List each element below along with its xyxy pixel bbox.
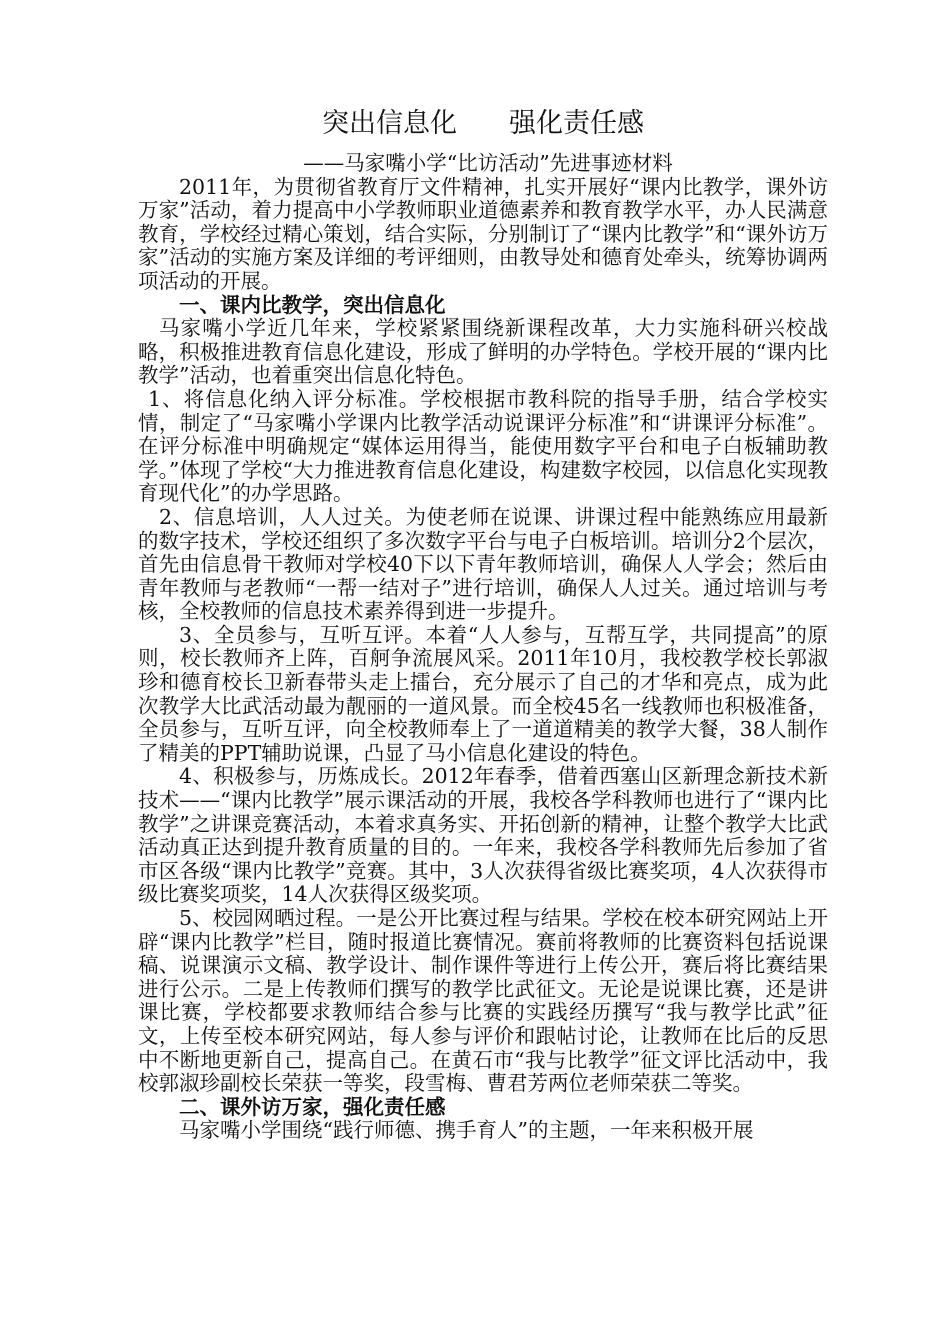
section-1-heading: 一、课内比教学，突出信息化: [179, 292, 446, 317]
item-1-paragraph: 1、将信息化纳入评分标准。学校根据市教科院的指导手册，结合学校实情，制定了“马家嘴小学课内比教学活动说课评分标准”和“讲课评分标准”。在评分标准中明确规定“媒体运用得当，能使用数字平台和电子白板辅助教学。”体现了学校“大力推进教育信息化建设，构建数字校园，以信息化实现教育现代化”的办学思路。: [138, 386, 828, 506]
title-right: 强化责任感: [509, 108, 644, 139]
document-page: [138, 104, 828, 1143]
item-2-paragraph: 2、信息培训，人人过关。为使老师在说课、讲课过程中能熟练应用最新的数字技术，学校还组织了多次数字平台与电子白板培训。培训分2个层次，首先由信息骨干教师对学校40下以下青年教师培训，确保人人学会；然后由青年教师与老教师“一帮一结对子”进行培训，确保人人过关。通过培训与考核，全校教师的信息技术素养得到进一步提升。: [138, 504, 828, 624]
title-left: 突出信息化: [322, 108, 457, 139]
item-3-paragraph: 3、全员参与，互听互评。本着“人人参与，互帮互学，共同提高”的原则，校长教师齐上阵，百舸争流展风采。2011年10月，我校教学校长郭淑珍和德育校长卫新春带头走上擂台，充分展示了自己的才华和亮点，成为此次教学大比武活动最为靓丽的一道风景。而全校45名一线教师也积极准备，全员参与，互听互评，向全校教师奉上了一道道精美的教学大餐，38人制作了精美的PPT辅助说课，凸显了马小信息化建设的特色。: [138, 622, 828, 765]
section-2-heading: 二、课外访万家，强化责任感: [179, 1094, 446, 1119]
document-subtitle: ——马家嘴小学“比访活动”先进事迹材料: [303, 151, 673, 175]
item-4-paragraph: 4、积极参与，历炼成长。2012年春季，借着西塞山区新理念新技术新技术——“课内比教学”展示课活动的开展，我校各学科教师也进行了“课内比教学”之讲课竞赛活动，本着求真务实、开拓创新的精神，让整个教学大比武活动真正达到提升教育质量的目的。一年来，我校各学科教师先后参加了省市区各级“课内比教学”竞赛。其中，3人次获得省级比赛奖项，4人次获得市级比赛奖项奖，14人次获得区级奖项。: [138, 764, 828, 907]
intro-paragraph: 2011年，为贯彻省教育厅文件精神，扎实开展好“课内比教学，课外访万家”活动，着力提高中小学教师职业道德素养和教育教学水平，办人民满意教育，学校经过精心策划，结合实际，分别制订了“课内比教学”和“课外访万家”活动的实施方案及详细的考评细则，由教导处和德育处牵头，统筹协调两项活动的开展。: [138, 174, 828, 293]
item-5-paragraph: 5、校园网晒过程。一是公开比赛过程与结果。学校在校本研究网站上开辟“课内比教学”栏目，随时报道比赛情况。赛前将教师的比赛资料包括说课稿、说课演示文稿、教学设计、制作课件等进行上传公开，赛后将比赛结果进行公示。二是上传教师们撰写的教学比武征文。无论是说课比赛，还是讲课比赛，学校都要求教师结合参与比赛的实践经历撰写“我与教学比武”征文，上传至校本研究网站，每人参与评价和跟帖讨论，让教师在比后的反思中不断地更新自己，提高自己。在黄石市“我与比教学”征文评比活动中，我校郭淑珍副校长荣获一等奖，段雪梅、曹君芳两位老师荣获二等奖。: [138, 906, 828, 1096]
section-2-intro: 马家嘴小学围绕“践行师德、携手育人”的主题，一年来积极开展: [179, 1118, 754, 1143]
section-1-intro: 马家嘴小学近几年来，学校紧紧围绕新课程改革，大力实施科研兴校战略，积极推进教育信息化建设，形成了鲜明的办学特色。学校开展的“课内比教学”活动，也着重突出信息化特色。: [138, 316, 828, 388]
document-title: [138, 104, 828, 144]
